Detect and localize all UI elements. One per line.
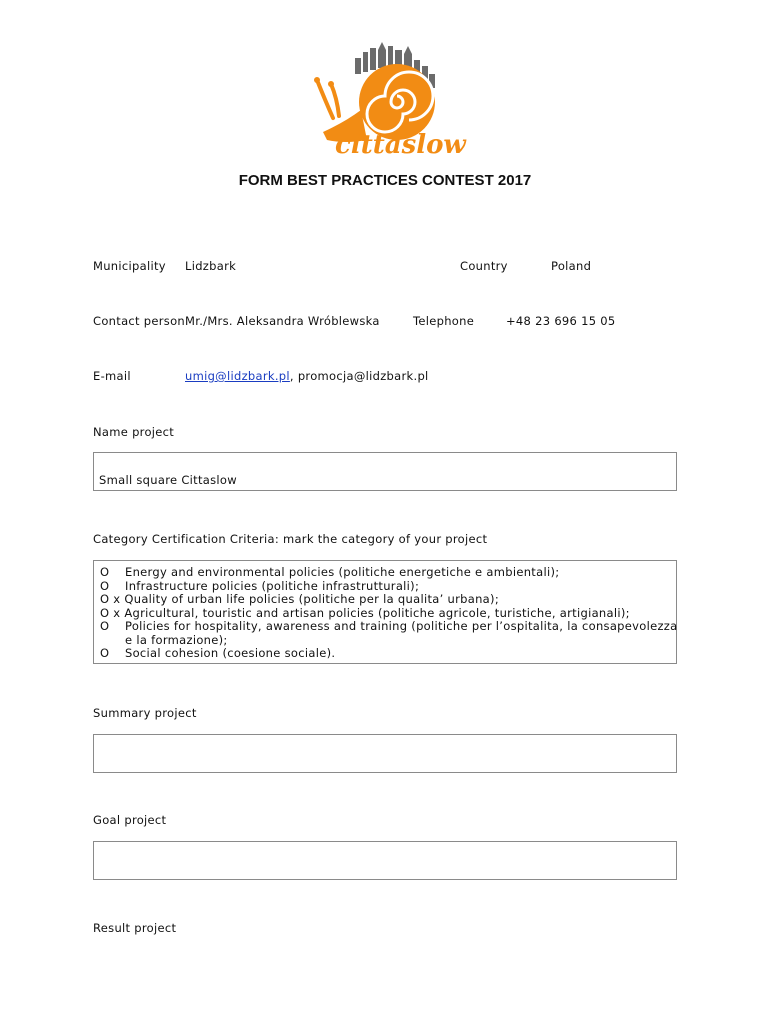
- criteria-mark: O: [100, 578, 110, 593]
- logo-wordmark: cittaslow: [335, 130, 466, 160]
- criteria-text: Quality of urban life policies (politiche per la qualita’ urbana);: [124, 592, 499, 606]
- municipality-label: Municipality: [93, 259, 166, 273]
- summary-project-box[interactable]: [93, 734, 677, 773]
- category-label: Category Certification Criteria: mark the category of your project: [93, 532, 488, 546]
- criteria-mark: O x: [100, 605, 121, 620]
- criteria-mark: O: [100, 565, 110, 579]
- country-label: Country: [460, 259, 508, 273]
- form-title: FORM BEST PRACTICES CONTEST 2017: [238, 172, 532, 189]
- criteria-item[interactable]: [100, 607, 630, 621]
- goal-project-label: Goal project: [93, 813, 167, 827]
- criteria-text: Energy and environmental policies (politiche energetiche e ambientali);: [125, 565, 560, 579]
- email-link[interactable]: umig@lidzbark.pl: [185, 369, 290, 383]
- contact-person-label: Contact person: [93, 314, 186, 328]
- goal-project-box[interactable]: [93, 841, 677, 880]
- summary-project-label: Summary project: [93, 706, 197, 720]
- criteria-mark: O: [100, 619, 110, 633]
- email-secondary: , promocja@lidzbark.pl: [289, 369, 429, 383]
- criteria-mark: O x: [100, 592, 121, 606]
- country-value: Poland: [551, 259, 592, 273]
- criteria-text: e la formazione);: [125, 632, 228, 647]
- municipality-value: Lidzbark: [185, 259, 237, 273]
- criteria-text: Policies for hospitality, awareness and training (politiche per l’ospitalita, la consapevolezza: [125, 619, 678, 633]
- result-project-label: Result project: [93, 921, 177, 935]
- criteria-text: Agricultural, touristic and artisan policies (politiche agricole, turistiche, artigianali);: [124, 605, 630, 620]
- criteria-text: Infrastructure policies (politiche infrastrutturali);: [125, 578, 420, 593]
- criteria-text: Social cohesion (coesione sociale).: [125, 646, 336, 660]
- cittaslow-logo: [305, 40, 465, 168]
- email-value: [185, 369, 429, 383]
- category-criteria-box[interactable]: [93, 560, 677, 664]
- criteria-item[interactable]: [100, 593, 499, 607]
- email-label: E-mail: [93, 369, 131, 383]
- contact-person-value: Mr./Mrs. Aleksandra Wróblewska: [185, 314, 380, 328]
- telephone-label: Telephone: [413, 314, 475, 328]
- name-project-label: Name project: [93, 425, 175, 439]
- telephone-value: +48 23 696 15 05: [506, 314, 616, 328]
- name-project-value: Small square Cittaslow: [99, 473, 237, 487]
- criteria-mark: O: [100, 646, 110, 660]
- name-project-box[interactable]: [93, 452, 677, 491]
